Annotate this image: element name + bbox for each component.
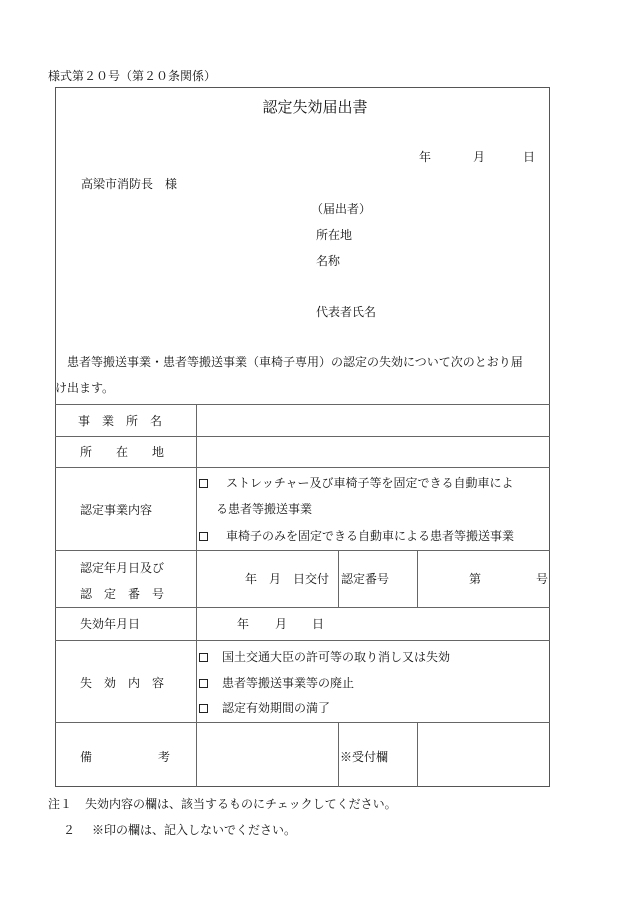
note2-number: ２ [63,823,76,837]
business-content-option1-cont: る患者等搬送事業 [216,502,313,516]
note1-number: 注１ [48,797,73,811]
expiry-reason-label: 失 効 内 容 [80,676,165,690]
cert-number-label: 認定番号 [341,572,390,586]
checkbox-icon[interactable] [199,532,208,541]
remarks-label-left: 備 [80,750,93,764]
form-number-label: 様式第２０号（第２０条関係） [48,69,217,83]
office-location-field[interactable] [198,438,548,466]
checkbox-icon[interactable] [199,653,208,662]
applicant-address-label: 所在地 [316,228,353,242]
note2-text: ※印の欄は、記入しないでください。 [92,823,297,837]
table-rule [55,607,550,608]
table-rule [55,467,550,468]
table-rule [55,722,550,723]
business-content-label: 認定事業内容 [80,503,153,517]
office-name-field[interactable] [198,406,548,434]
business-content-option2[interactable]: 車椅子のみを固定できる自動車による患者等搬送事業 [199,529,514,543]
date-year-label: 年 [419,150,432,164]
applicant-header: （届出者） [311,202,372,216]
table-column-divider [417,722,418,787]
table-rule [55,436,550,437]
business-content-option1[interactable]: ストレッチャー及び車椅子等を固定できる自動車によ [199,476,514,490]
expiry-reason-option2[interactable]: 患者等搬送事業等の廃止 [199,676,354,690]
checkbox-icon[interactable] [199,679,208,688]
applicant-representative-label: 代表者氏名 [316,305,377,319]
remarks-label-right: 考 [158,750,171,764]
applicant-name-label: 名称 [316,254,341,268]
table-column-divider [196,404,197,787]
office-name-label: 事 業 所 名 [78,414,163,428]
date-day-label: 日 [523,150,536,164]
cert-issue-date: 年 月 日交付 [245,572,330,586]
cert-label-line1: 認定年月日及び [80,561,165,575]
checkbox-icon[interactable] [199,479,208,488]
cert-label-line2: 認 定 番 号 [80,587,165,601]
cert-number-prefix: 第 [469,572,482,586]
remarks-field[interactable] [198,724,337,786]
expiry-reason-option3[interactable]: 認定有効期間の満了 [199,701,330,715]
reception-column-label: ※受付欄 [340,750,389,764]
table-rule [55,550,550,551]
note1-text: 失効内容の欄は、該当するものにチェックしてください。 [85,797,397,811]
table-column-divider [338,722,339,787]
checkbox-icon[interactable] [199,704,208,713]
expiry-reason-option1[interactable]: 国土交通大臣の許可等の取り消し又は失効 [199,650,450,664]
office-location-label: 所 在 地 [80,445,165,459]
date-month-label: 月 [473,150,486,164]
expiry-date-label: 失効年月日 [80,617,141,631]
table-border [55,404,550,405]
table-column-divider [417,550,418,607]
addressee: 高梁市消防長 様 [81,177,178,191]
expiry-year: 年 [237,617,250,631]
body-text-line2: け出ます。 [55,381,115,395]
form-title: 認定失効届出書 [262,98,368,116]
expiry-day: 日 [312,617,325,631]
table-column-divider [338,550,339,607]
body-text-line1: 患者等搬送事業・患者等搬送事業（車椅子専用）の認定の失効について次のとおり届 [67,355,523,369]
table-rule [55,640,550,641]
cert-number-suffix: 号 [536,572,549,586]
expiry-month: 月 [275,617,288,631]
